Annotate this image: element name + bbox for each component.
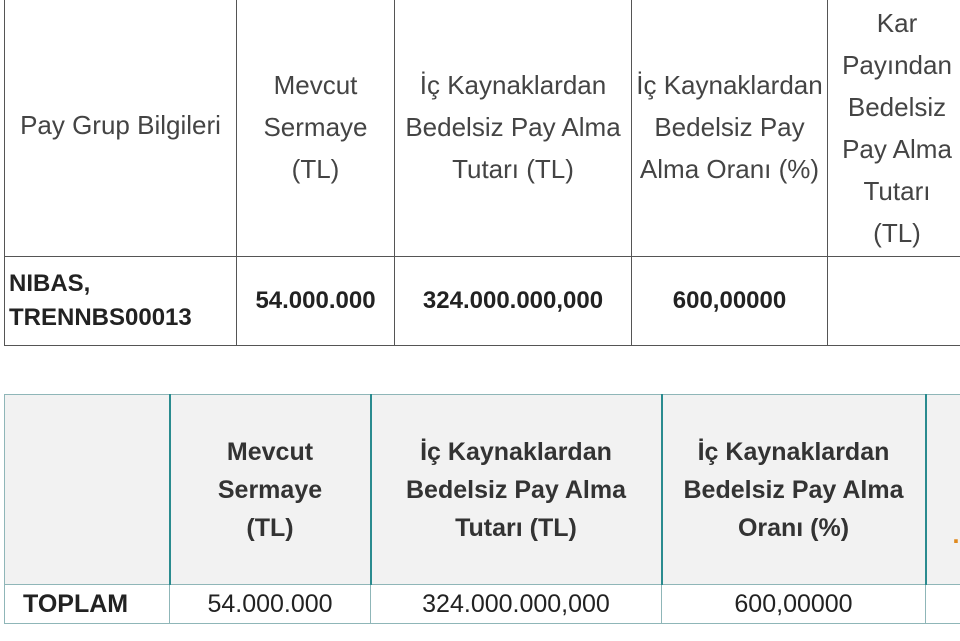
- header-pay-grup: [5, 0, 237, 257]
- header-mevcut-sermaye-text: Mevcut Sermaye (TL): [263, 69, 368, 184]
- cell-mevcut-sermaye: 54.000.000: [237, 257, 395, 346]
- pay-grup-table: [4, 0, 960, 346]
- header-ic-kaynak-tutar: [395, 0, 632, 257]
- cell-ic-kaynak-tutar: 324.000.000,000: [371, 585, 662, 624]
- table-row: [5, 585, 960, 624]
- header-kar-payi-tutar: [828, 0, 960, 257]
- cell-pay-grup-line1: NIBAS,: [9, 270, 91, 297]
- cell-partial: [926, 585, 960, 624]
- header-partial-mark: .: [952, 520, 960, 549]
- cell-toplam-label: TOPLAM: [5, 585, 170, 624]
- cell-pay-grup: [5, 257, 237, 346]
- header-ic-kaynak-oran: [662, 395, 926, 585]
- pay-grup-header-row: [5, 0, 960, 257]
- header-ic-kaynak-oran: [632, 0, 828, 257]
- header-partial: [926, 395, 960, 585]
- header-kar-payi-tutar-text: Kar Payından Bedelsiz Pay Alma Tutarı (TL): [842, 7, 952, 248]
- table-row: [5, 257, 960, 346]
- cell-ic-kaynak-oran: 600,00000: [662, 585, 926, 624]
- toplam-header-row: [5, 395, 960, 585]
- header-ic-kaynak-tutar-text: İç Kaynaklardan Bedelsiz Pay Alma Tutarı (TL): [405, 437, 626, 542]
- header-mevcut-sermaye: [170, 395, 371, 585]
- header-ic-kaynak-oran-text: İç Kaynaklardan Bedelsiz Pay Alma Oranı (%): [636, 69, 823, 184]
- toplam-table: [4, 394, 960, 624]
- cell-ic-kaynak-oran: 600,00000: [632, 257, 828, 346]
- header-empty: [5, 395, 170, 585]
- header-ic-kaynak-tutar-text: İç Kaynaklardan Bedelsiz Pay Alma Tutarı (TL): [405, 69, 621, 184]
- header-ic-kaynak-tutar: [371, 395, 662, 585]
- cell-mevcut-sermaye: 54.000.000: [170, 585, 371, 624]
- header-mevcut-sermaye-text: Mevcut Sermaye (TL): [217, 437, 323, 542]
- header-pay-grup-text: Pay Grup Bilgileri: [20, 109, 221, 140]
- cell-kar-payi-tutar: [828, 257, 960, 346]
- cell-ic-kaynak-tutar: 324.000.000,000: [395, 257, 632, 346]
- header-ic-kaynak-oran-text: İç Kaynaklardan Bedelsiz Pay Alma Oranı (%): [683, 437, 904, 542]
- header-mevcut-sermaye: [237, 0, 395, 257]
- cell-pay-grup-line2: TRENNBS00013: [9, 304, 192, 331]
